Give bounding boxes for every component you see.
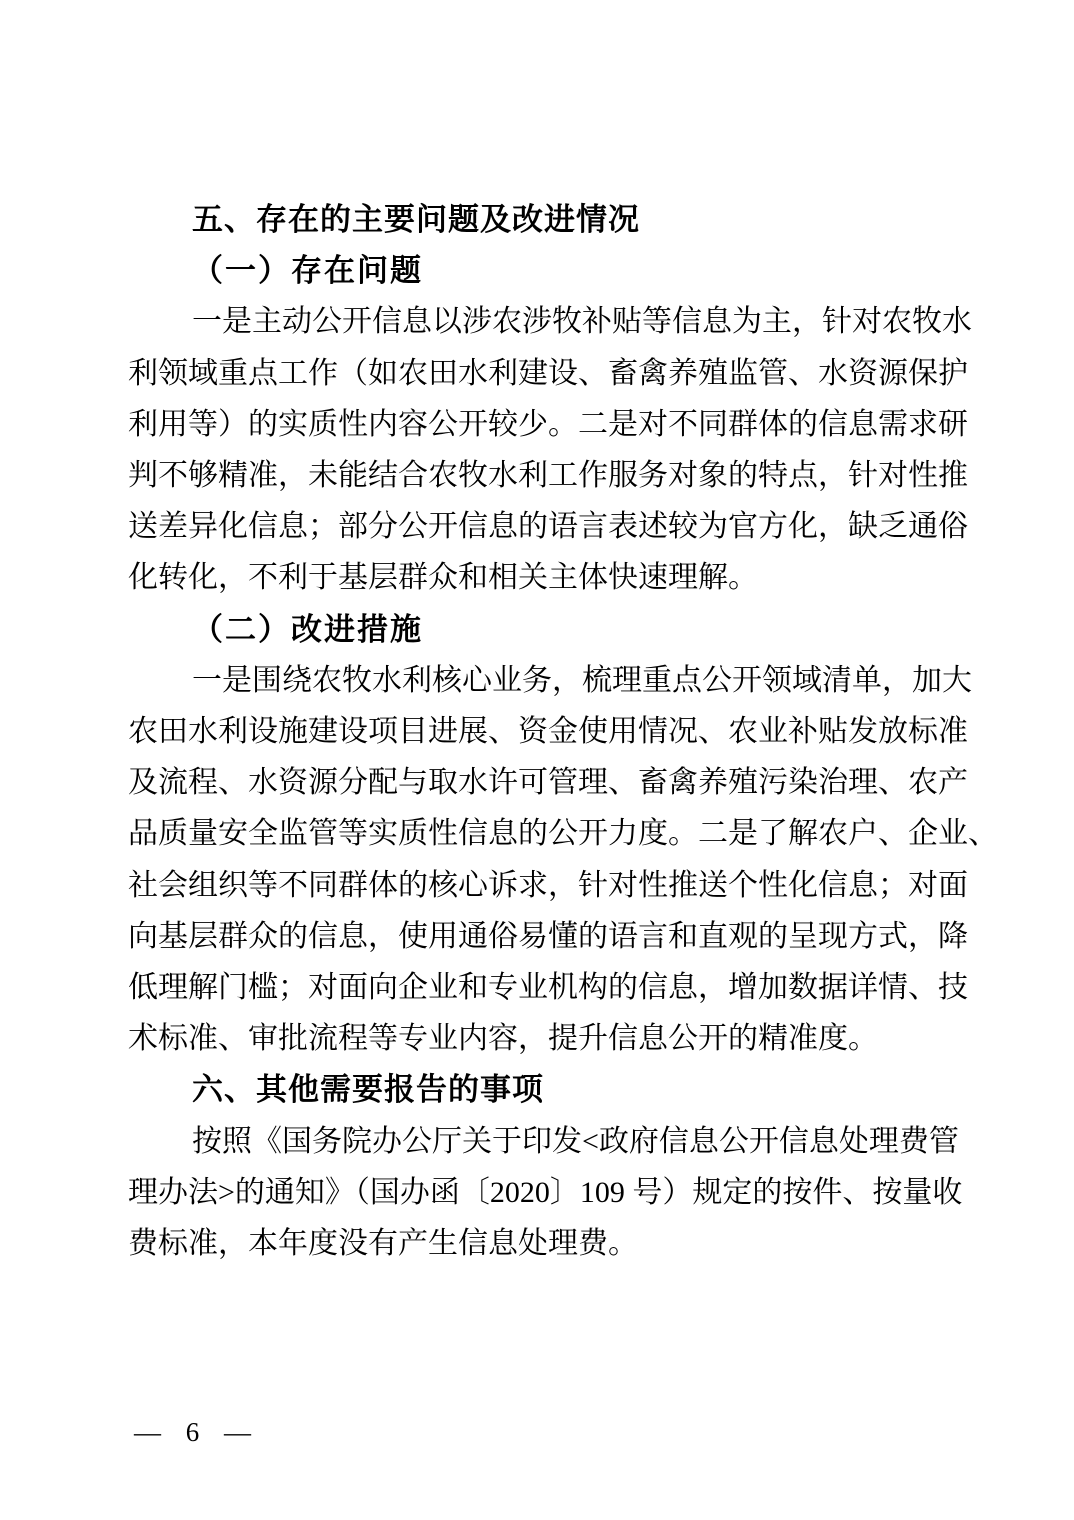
subsection-heading-existing-problems: （一）存在问题 xyxy=(192,253,423,289)
text-line: 低理解门槛；对面向企业和专业机构的信息，增加数据详情、技 xyxy=(128,971,968,1005)
text-line: 送差异化信息；部分公开信息的语言表述较为官方化，缺乏通俗 xyxy=(128,510,968,544)
paragraph-existing-problems xyxy=(128,296,972,603)
text-line: 及流程、水资源分配与取水许可管理、畜禽养殖污染治理、农产 xyxy=(128,766,968,800)
subsection-heading-improvement-measures: （二）改进措施 xyxy=(192,611,423,647)
paragraph-other-matters xyxy=(128,1116,963,1270)
text-line: 向基层群众的信息，使用通俗易懂的语言和直观的呈现方式，降 xyxy=(128,919,968,953)
text-line: 一是主动公开信息以涉农涉牧补贴等信息为主，针对农牧水 xyxy=(192,305,972,339)
text-line: 化转化，不利于基层群众和相关主体快速理解。 xyxy=(128,561,758,595)
text-line: 费标准，本年度没有产生信息处理费。 xyxy=(128,1227,638,1261)
text-line: 利领域重点工作（如农田水利建设、畜禽养殖监管、水资源保护 xyxy=(128,356,968,390)
paragraph-improvement-measures xyxy=(128,655,998,1065)
text-line: 社会组织等不同群体的核心诉求，针对性推送个性化信息；对面 xyxy=(128,868,968,902)
section-heading-6: 六、其他需要报告的事项 xyxy=(192,1072,544,1108)
text-line: 理办法>的通知》（国办函〔2020〕109 号）规定的按件、按量收 xyxy=(128,1175,963,1209)
page-number: — 6 — xyxy=(134,1417,252,1447)
text-line: 利用等）的实质性内容公开较少。二是对不同群体的信息需求研 xyxy=(128,407,968,441)
text-line: 术标准、审批流程等专业内容，提升信息公开的精准度。 xyxy=(128,1022,878,1056)
text-line: 农田水利设施建设项目进展、资金使用情况、农业补贴发放标准 xyxy=(128,715,968,749)
text-line: 一是围绕农牧水利核心业务，梳理重点公开领域清单，加大 xyxy=(192,663,972,697)
text-line: 按照《国务院办公厅关于印发<政府信息公开信息处理费管 xyxy=(192,1124,959,1158)
section-heading-5: 五、存在的主要问题及改进情况 xyxy=(192,202,640,237)
text-line: 判不够精准，未能结合农牧水利工作服务对象的特点，针对性推 xyxy=(128,459,968,493)
text-line: 品质量安全监管等实质性信息的公开力度。二是了解农户、企业、 xyxy=(128,817,998,851)
